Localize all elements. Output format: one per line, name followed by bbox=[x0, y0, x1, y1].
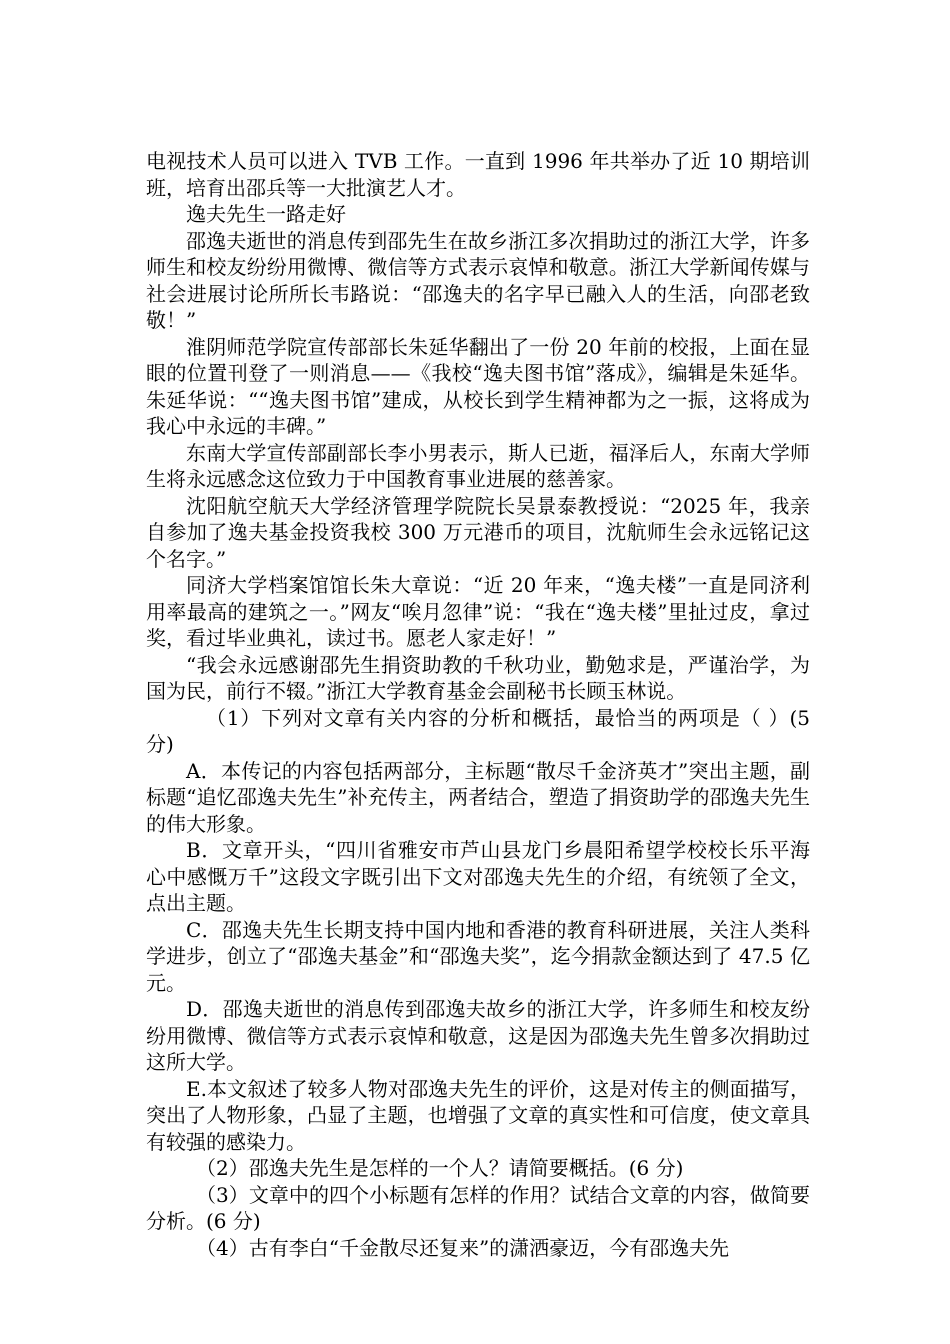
question-3: （3）文章中的四个小标题有怎样的作用？试结合文章的内容，做简要分析。(6 分) bbox=[146, 1182, 810, 1233]
section-subtitle: 逸夫先生一路走好 bbox=[186, 202, 346, 226]
document-page bbox=[146, 148, 810, 1261]
option-e: E.本文叙述了较多人物对邵逸夫先生的评价，这是对传主的侧面描写，突出了人物形象，凸显了主题，也增强了文章的真实性和可信度，使文章具有较强的感染力。 bbox=[146, 1076, 810, 1154]
paragraph-tongji: 同济大学档案馆馆长朱大章说：“近 20 年来，“逸夫楼”一直是同济利用率最高的建筑之一。”网友“唉月忽律”说：“我在“逸夫楼”里扯过皮，拿过奖，看过毕业典礼，读过书。愿老人家走好！” bbox=[146, 573, 810, 650]
paragraph-huaiyin: 淮阴师范学院宣传部部长朱延华翻出了一份 20 年前的校报，上面在显眼的位置刊登了一则消息——《我校“逸夫图书馆”落成》，编辑是朱延华。朱延华说：““逸夫图书馆”建成，从校长到学生精神都为之一振，这将成为我心中永远的丰碑。” bbox=[146, 334, 810, 438]
option-b: B．文章开头，“四川省雅安市芦山县龙门乡晨阳希望学校校长乐平海心中感慨万千”这段文字既引出下文对邵逸夫先生的介绍，有统领了全文，点出主题。 bbox=[146, 838, 810, 915]
option-d: D．邵逸夫逝世的消息传到邵逸夫故乡的浙江大学，许多师生和校友纷纷用微博、微信等方式表示哀悼和敬意，这是因为邵逸夫先生曾多次捐助过这所大学。 bbox=[146, 997, 810, 1074]
paragraph-zju: 邵逸夫逝世的消息传到邵先生在故乡浙江多次捐助过的浙江大学，许多师生和校友纷纷用微博、微信等方式表示哀悼和敬意。浙江大学新闻传媒与社会进展讨论所所长韦路说：“邵逸夫的名字早已融入人的生活，向邵老致敬！” bbox=[146, 228, 810, 332]
paragraph-continued: 电视技术人员可以进入 TVB 工作。一直到 1996 年共举办了近 10 期培训班，培育出邵兵等一大批演艺人才。 bbox=[146, 149, 810, 200]
option-a: A．本传记的内容包括两部分，主标题“散尽千金济英才”突出主题，副标题“追忆邵逸夫先生”补充传主，两者结合，塑造了捐资助学的邵逸夫先生的伟大形象。 bbox=[146, 758, 810, 836]
question-2: （2）邵逸夫先生是怎样的一个人？请简要概括。(6 分) bbox=[196, 1156, 684, 1180]
paragraph-zju-foundation: “我会永远感谢邵先生捐资助教的千秋功业，勤勉求是，严谨治学，为国为民，前行不辍。”浙江大学教育基金会副秘书长顾玉林说。 bbox=[146, 652, 810, 703]
question-1: （1）下列对文章有关内容的分析和概括，最恰当的两项是（ ）(5 分) bbox=[146, 705, 810, 756]
paragraph-southeast: 东南大学宣传部副部长李小男表示，斯人已逝，福泽后人，东南大学师生将永远感念这位致力于中国教育事业进展的慈善家。 bbox=[146, 440, 810, 491]
question-4: （4）古有李白“千金散尽还复来”的潇洒豪迈，今有邵逸夫先 bbox=[196, 1235, 730, 1260]
option-c: C．邵逸夫先生长期支持中国内地和香港的教育科研进展，关注人类科学进步，创立了“邵逸夫基金”和“邵逸夫奖”，迄今捐款金额达到了 47.5 亿元。 bbox=[146, 917, 810, 995]
paragraph-shenyang: 沈阳航空航天大学经济管理学院院长吴景泰教授说：“2025 年，我亲自参加了逸夫基金投资我校 300 万元港币的项目，沈航师生会永远铭记这个名字。” bbox=[146, 493, 810, 571]
